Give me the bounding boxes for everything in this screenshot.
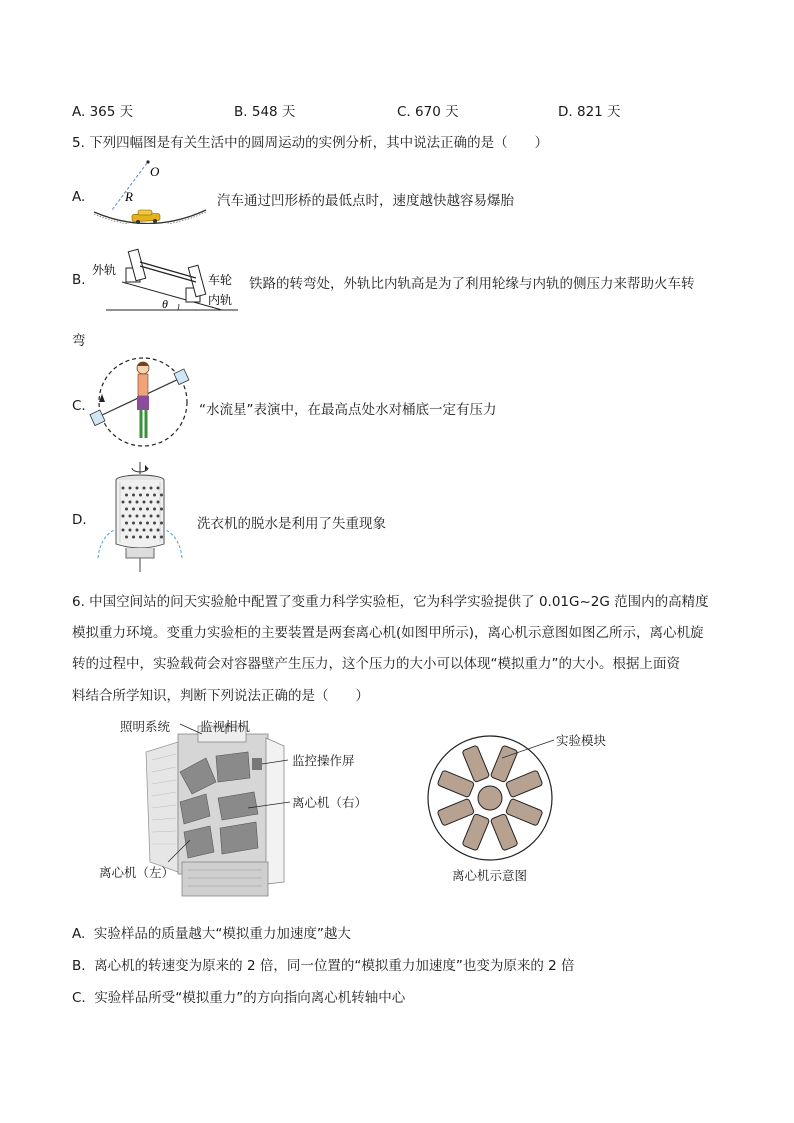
q5-option-b-text-cont: 弯 <box>72 333 86 349</box>
drum-hole <box>136 487 139 490</box>
angle-theta-label: θ <box>162 297 168 311</box>
drum-hole <box>160 536 163 539</box>
q4-option-a: A. 365 天 <box>72 104 134 120</box>
q5-option-c-text: “水流星”表演中，在最高点处水对桶底一定有压力 <box>199 402 497 418</box>
point-o-label: O <box>150 164 160 179</box>
drum-hole <box>157 501 160 504</box>
q6-stem-line-2: 模拟重力环境。变重力实验柜的主要装置是两套离心机(如图甲所示)，离心机示意图如图乙所示，离心机旋 <box>72 625 704 641</box>
monitor-camera-label: 监视相机 <box>200 719 251 734</box>
wheel-label: 车轮 <box>208 273 233 287</box>
centrifuge-right-label: 离心机（右） <box>292 795 368 810</box>
inner-rail-label: 内轨 <box>208 293 233 307</box>
drum-hole <box>143 529 146 532</box>
drum-hole <box>125 508 128 511</box>
drum-hole <box>146 494 149 497</box>
drum-hole <box>129 501 132 504</box>
drum-hole <box>150 501 153 504</box>
drum-hole <box>150 515 153 518</box>
drum-hole <box>157 487 160 490</box>
drum-hole <box>143 487 146 490</box>
q6-option-c: C. 实验样品所受“模拟重力”的方向指向离心机转轴中心 <box>72 990 406 1006</box>
q5-option-d-letter: D. <box>72 512 87 528</box>
q6-stem-line-4: 料结合所学知识，判断下列说法正确的是（ ） <box>72 688 369 704</box>
q4-option-b: B. 548 天 <box>234 104 296 120</box>
drum-hole <box>150 487 153 490</box>
control-screen-label: 监控操作屏 <box>292 753 355 768</box>
drum-hole <box>150 529 153 532</box>
drum-hole <box>122 487 125 490</box>
radius-r-label: R <box>125 189 133 204</box>
drum-hole <box>153 536 156 539</box>
drum-hole <box>122 529 125 532</box>
drum-hole <box>139 508 142 511</box>
drum-hole <box>136 515 139 518</box>
centrifuge-left-label: 离心机（左） <box>99 865 175 880</box>
drum-hole <box>132 522 135 525</box>
drum-hole <box>157 529 160 532</box>
drum-hole <box>153 494 156 497</box>
drum-hole <box>139 494 142 497</box>
drum-hole <box>129 515 132 518</box>
q5-option-a-text: 汽车通过凹形桥的最低点时，速度越快越容易爆胎 <box>217 193 514 209</box>
module-pointer-line <box>500 736 560 760</box>
drum-hole <box>139 522 142 525</box>
q5-option-b-letter: B. <box>72 272 86 288</box>
drum-hole <box>157 515 160 518</box>
drum-hole <box>139 536 142 539</box>
drum-hole <box>125 494 128 497</box>
q4-option-c: C. 670 天 <box>397 104 459 120</box>
drum-hole <box>132 536 135 539</box>
schematic-caption: 离心机示意图 <box>452 868 528 883</box>
q5-option-d-text: 洗衣机的脱水是利用了失重现象 <box>197 516 386 532</box>
drum-hole <box>160 522 163 525</box>
q6-stem-line-1: 6. 中国空间站的问天实验舱中配置了变重力科学实验柜，它为科学实验提供了 0.01G~2G 范围内的高精度 <box>72 594 709 610</box>
drum-hole <box>136 529 139 532</box>
drum-hole <box>122 501 125 504</box>
railway-curve-figure <box>92 244 242 314</box>
drum-hole <box>125 522 128 525</box>
drum-hole <box>146 522 149 525</box>
q6-stem-line-3: 转的过程中，实验载荷会对容器壁产生压力，这个压力的大小可以体现“模拟重力”的大小。根据上面资 <box>72 656 680 672</box>
q5-option-a-letter: A. <box>72 189 86 205</box>
drum-hole <box>160 494 163 497</box>
drum-hole <box>146 536 149 539</box>
drum-hole <box>132 508 135 511</box>
drum-hole <box>132 494 135 497</box>
drum-hole <box>129 529 132 532</box>
drum-hole <box>122 515 125 518</box>
experiment-module-label: 实验模块 <box>556 733 607 748</box>
washing-drum-figure <box>90 458 190 574</box>
drum-hole <box>129 487 132 490</box>
drum-hole <box>160 508 163 511</box>
q6-option-b: B. 离心机的转速变为原来的 2 倍，同一位置的“模拟重力加速度”也变为原来的 2 倍 <box>72 958 575 974</box>
drum-hole <box>136 501 139 504</box>
drum-hole <box>146 508 149 511</box>
q6-option-a: A. 实验样品的质量越大“模拟重力加速度”越大 <box>72 926 351 942</box>
drum-hole <box>143 501 146 504</box>
q5-option-c-letter: C. <box>72 398 86 414</box>
drum-hole <box>143 515 146 518</box>
outer-rail-label: 外轨 <box>92 263 117 277</box>
drum-hole <box>125 536 128 539</box>
drum-hole <box>153 522 156 525</box>
q5-option-b-text: 铁路的转弯处，外轨比内轨高是为了利用轮缘与内轨的侧压力来帮助火车转 <box>249 276 695 292</box>
concave-bridge-figure <box>92 158 210 224</box>
lighting-system-label: 照明系统 <box>120 719 171 734</box>
q5-stem: 5. 下列四幅图是有关生活中的圆周运动的实例分析，其中说法正确的是（ ） <box>72 135 549 151</box>
drum-hole <box>153 508 156 511</box>
q4-option-d: D. 821 天 <box>558 104 621 120</box>
water-meteor-figure <box>88 352 198 452</box>
